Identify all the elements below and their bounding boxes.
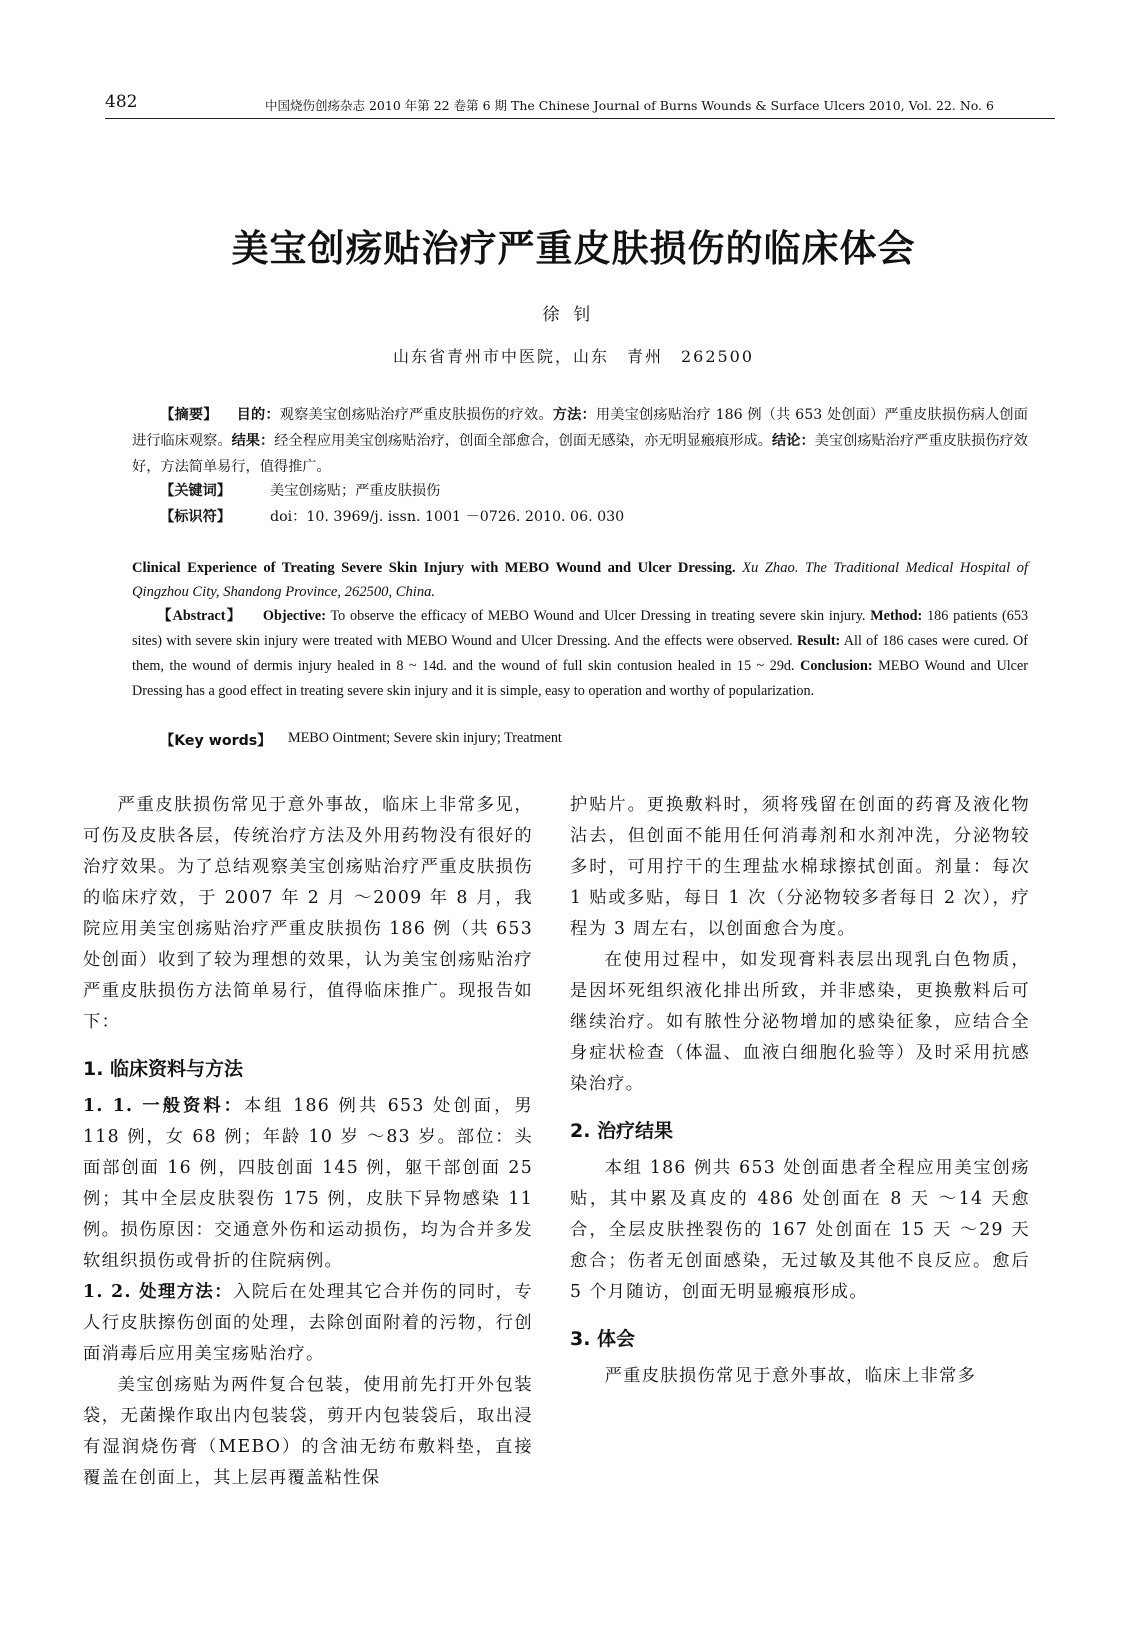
cn-objective-label: 目的： (236, 407, 280, 423)
section-1-2 (83, 1277, 533, 1370)
en-result: All of 186 cases were cured. Of them, the wound of dermis injury healed in 8 ~ 14d. and the wound of full skin contusion healed in 15 ~ 29d. (132, 633, 1028, 674)
en-title: Clinical Experience of Treating Severe Skin Injury with MEBO Wound and Ulcer Dressing. (132, 560, 736, 576)
page-number: 482 (105, 92, 138, 112)
cn-keywords-tag: 【关键词】 (160, 483, 231, 499)
cn-abstract-tag: 【摘要】 (160, 407, 218, 423)
cn-conclusion: 美宝创疡贴治疗严重皮肤损伤疗效好，方法简单易行，值得推广。 (132, 433, 1028, 475)
section-1-1 (83, 1091, 533, 1277)
cn-identifier (160, 504, 1030, 530)
section-3-heading: 3. 体会 (570, 1328, 636, 1350)
cn-objective: 观察美宝创疡贴治疗严重皮肤损伤的疗效。 (279, 407, 553, 423)
cn-keywords-text: 美宝创疡贴；严重皮肤损伤 (270, 483, 441, 499)
section-1-2-paragraph-3: 在使用过程中，如发现膏料表层出现乳白色物质，是因坏死组织液化排出所致，并非感染，更换敷料后可继续治疗。如有脓性分泌物增加的感染征象，应结合全身症状检查（体温、血液白细胞化验等）及时采用抗感染治疗。 (570, 950, 1030, 1094)
en-objective: To observe the efficacy of MEBO Wound and Ulcer Dressing in treating severe skin injury. (330, 608, 866, 624)
cn-result-label: 结果： (231, 433, 275, 449)
en-conclusion-label: Conclusion: (800, 658, 873, 674)
en-keywords-text: MEBO Ointment; Severe skin injury; Treatment (288, 730, 562, 746)
en-conclusion: MEBO Wound and Ulcer Dressing has a good effect in treating severe skin injury and it is simple, easy to operation and worthy of popularization. (132, 658, 1029, 699)
header-rule (105, 118, 1055, 119)
intro-paragraph: 严重皮肤损伤常见于意外事故，临床上非常多见，可伤及皮肤各层，传统治疗方法及外用药物没有很好的治疗效果。为了总结观察美宝创疡贴治疗严重皮肤损伤的临床疗效，于 2007 年 2 月 ～2009 年 8 月，我院应用美宝创疡贴治疗严重皮肤损伤 186 例（共 653 处创面）收到了较为理想的效果，认为美宝创疡贴治疗严重皮肤损伤方法简单易行，值得临床推广。现报告如下： (83, 795, 533, 1032)
article-title: 美宝创疡贴治疗严重皮肤损伤的临床体会 (231, 227, 916, 270)
en-keywords-tag: 【Key words】 (160, 733, 272, 749)
doi-text: doi：10. 3969/j. issn. 1001 －0726. 2010. 06. 030 (270, 509, 625, 525)
en-objective-label: Objective: (262, 608, 326, 624)
body-right-column (570, 790, 1030, 1392)
section-2-text: 本组 186 例共 653 处创面患者全程应用美宝创疡贴，其中累及真皮的 486 处创面在 8 天 ～14 天愈合，全层皮肤挫裂伤的 167 处创面在 15 天 ～29 天愈合；伤者无创面感染，无过敏及其他不良反应。愈后 5 个月随访，创面无明显瘢痕形成。 (570, 1158, 1030, 1302)
en-keywords (160, 730, 1030, 750)
section-1-2-continuation: 护贴片。更换敷料时，须将残留在创面的药膏及液化物沾去，但创面不能用任何消毒剂和水剂冲洗，分泌物较多时，可用拧干的生理盐水棉球擦拭创面。剂量：每次 1 贴或多贴，每日 1 次（分泌物较多者每日 2 次），疗程为 3 周左右，以创面愈合为度。 (570, 795, 1030, 939)
cn-conclusion-label: 结论： (772, 433, 815, 449)
section-1-heading: 1. 临床资料与方法 (83, 1058, 244, 1080)
cn-method-label: 方法： (552, 407, 596, 423)
en-result-label: Result: (796, 633, 841, 649)
cn-identifier-tag: 【标识符】 (160, 509, 231, 525)
cn-result: 经全程应用美宝创疡贴治疗，创面全部愈合，创面无感染，亦无明显瘢痕形成。 (274, 433, 772, 449)
section-2-heading: 2. 治疗结果 (570, 1120, 674, 1142)
section-1-2-paragraph-2: 美宝创疡贴为两件复合包装，使用前先打开外包装袋，无菌操作取出内包装袋，剪开内包装袋后，取出浸有湿润烧伤膏（MEBO）的含油无纺布敷料垫，直接覆盖在创面上，其上层再覆盖粘性保 (83, 1375, 533, 1488)
section-1-1-text: 本组 186 例共 653 处创面，男 118 例，女 68 例；年龄 10 岁 ～83 岁。部位：头面部创面 16 例，四肢创面 145 例，躯干部创面 25 例；其中全层皮肤裂伤 175 例，皮肤下异物感染 11 例。损伤原因：交通意外伤和运动损伤，均为合并多发软组织损伤或骨折的住院病例。 (83, 1096, 533, 1271)
cn-keywords (160, 478, 1030, 504)
author: 徐钊 (542, 305, 605, 325)
affiliation: 山东省青州市中医院，山东 青州 262500 (392, 347, 755, 366)
en-author-affiliation: Xu Zhao. The Traditional Medical Hospital of Qingzhou City, Shandong Province, 262500, China. (132, 560, 1028, 600)
cn-method: 用美宝创疡贴治疗 186 例（共 653 处创面）严重皮肤损伤病人创面进行临床观察。 (132, 407, 1028, 449)
en-title-block (132, 556, 1028, 604)
en-abstract-tag: 【Abstract】 (156, 608, 243, 624)
cn-abstract (132, 402, 1028, 480)
section-1-2-label: 1. 2. 处理方法： (83, 1282, 234, 1302)
en-method: 186 patients (653 sites) with severe skin injury were treated with MEBO Wound and Ulcer Dressing. And the effects were observed. (132, 608, 1029, 649)
en-method-label: Method: (870, 608, 923, 624)
section-3-text: 严重皮肤损伤常见于意外事故，临床上非常多 (604, 1366, 977, 1386)
section-1-2-text: 入院后在处理其它合并伤的同时，专人行皮肤擦伤创面的处理，去除创面附着的污物，行创面消毒后应用美宝疡贴治疗。 (83, 1282, 533, 1364)
running-header: 中国烧伤创疡杂志 2010 年第 22 卷第 6 期 The Chinese Journal of Burns Wounds & Surface Ulcers 2010, Vol. 22. No. 6 (265, 98, 994, 113)
body-left-column (83, 790, 533, 1494)
section-1-1-label: 1. 1. 一般资料： (83, 1096, 244, 1116)
en-abstract (132, 604, 1028, 704)
